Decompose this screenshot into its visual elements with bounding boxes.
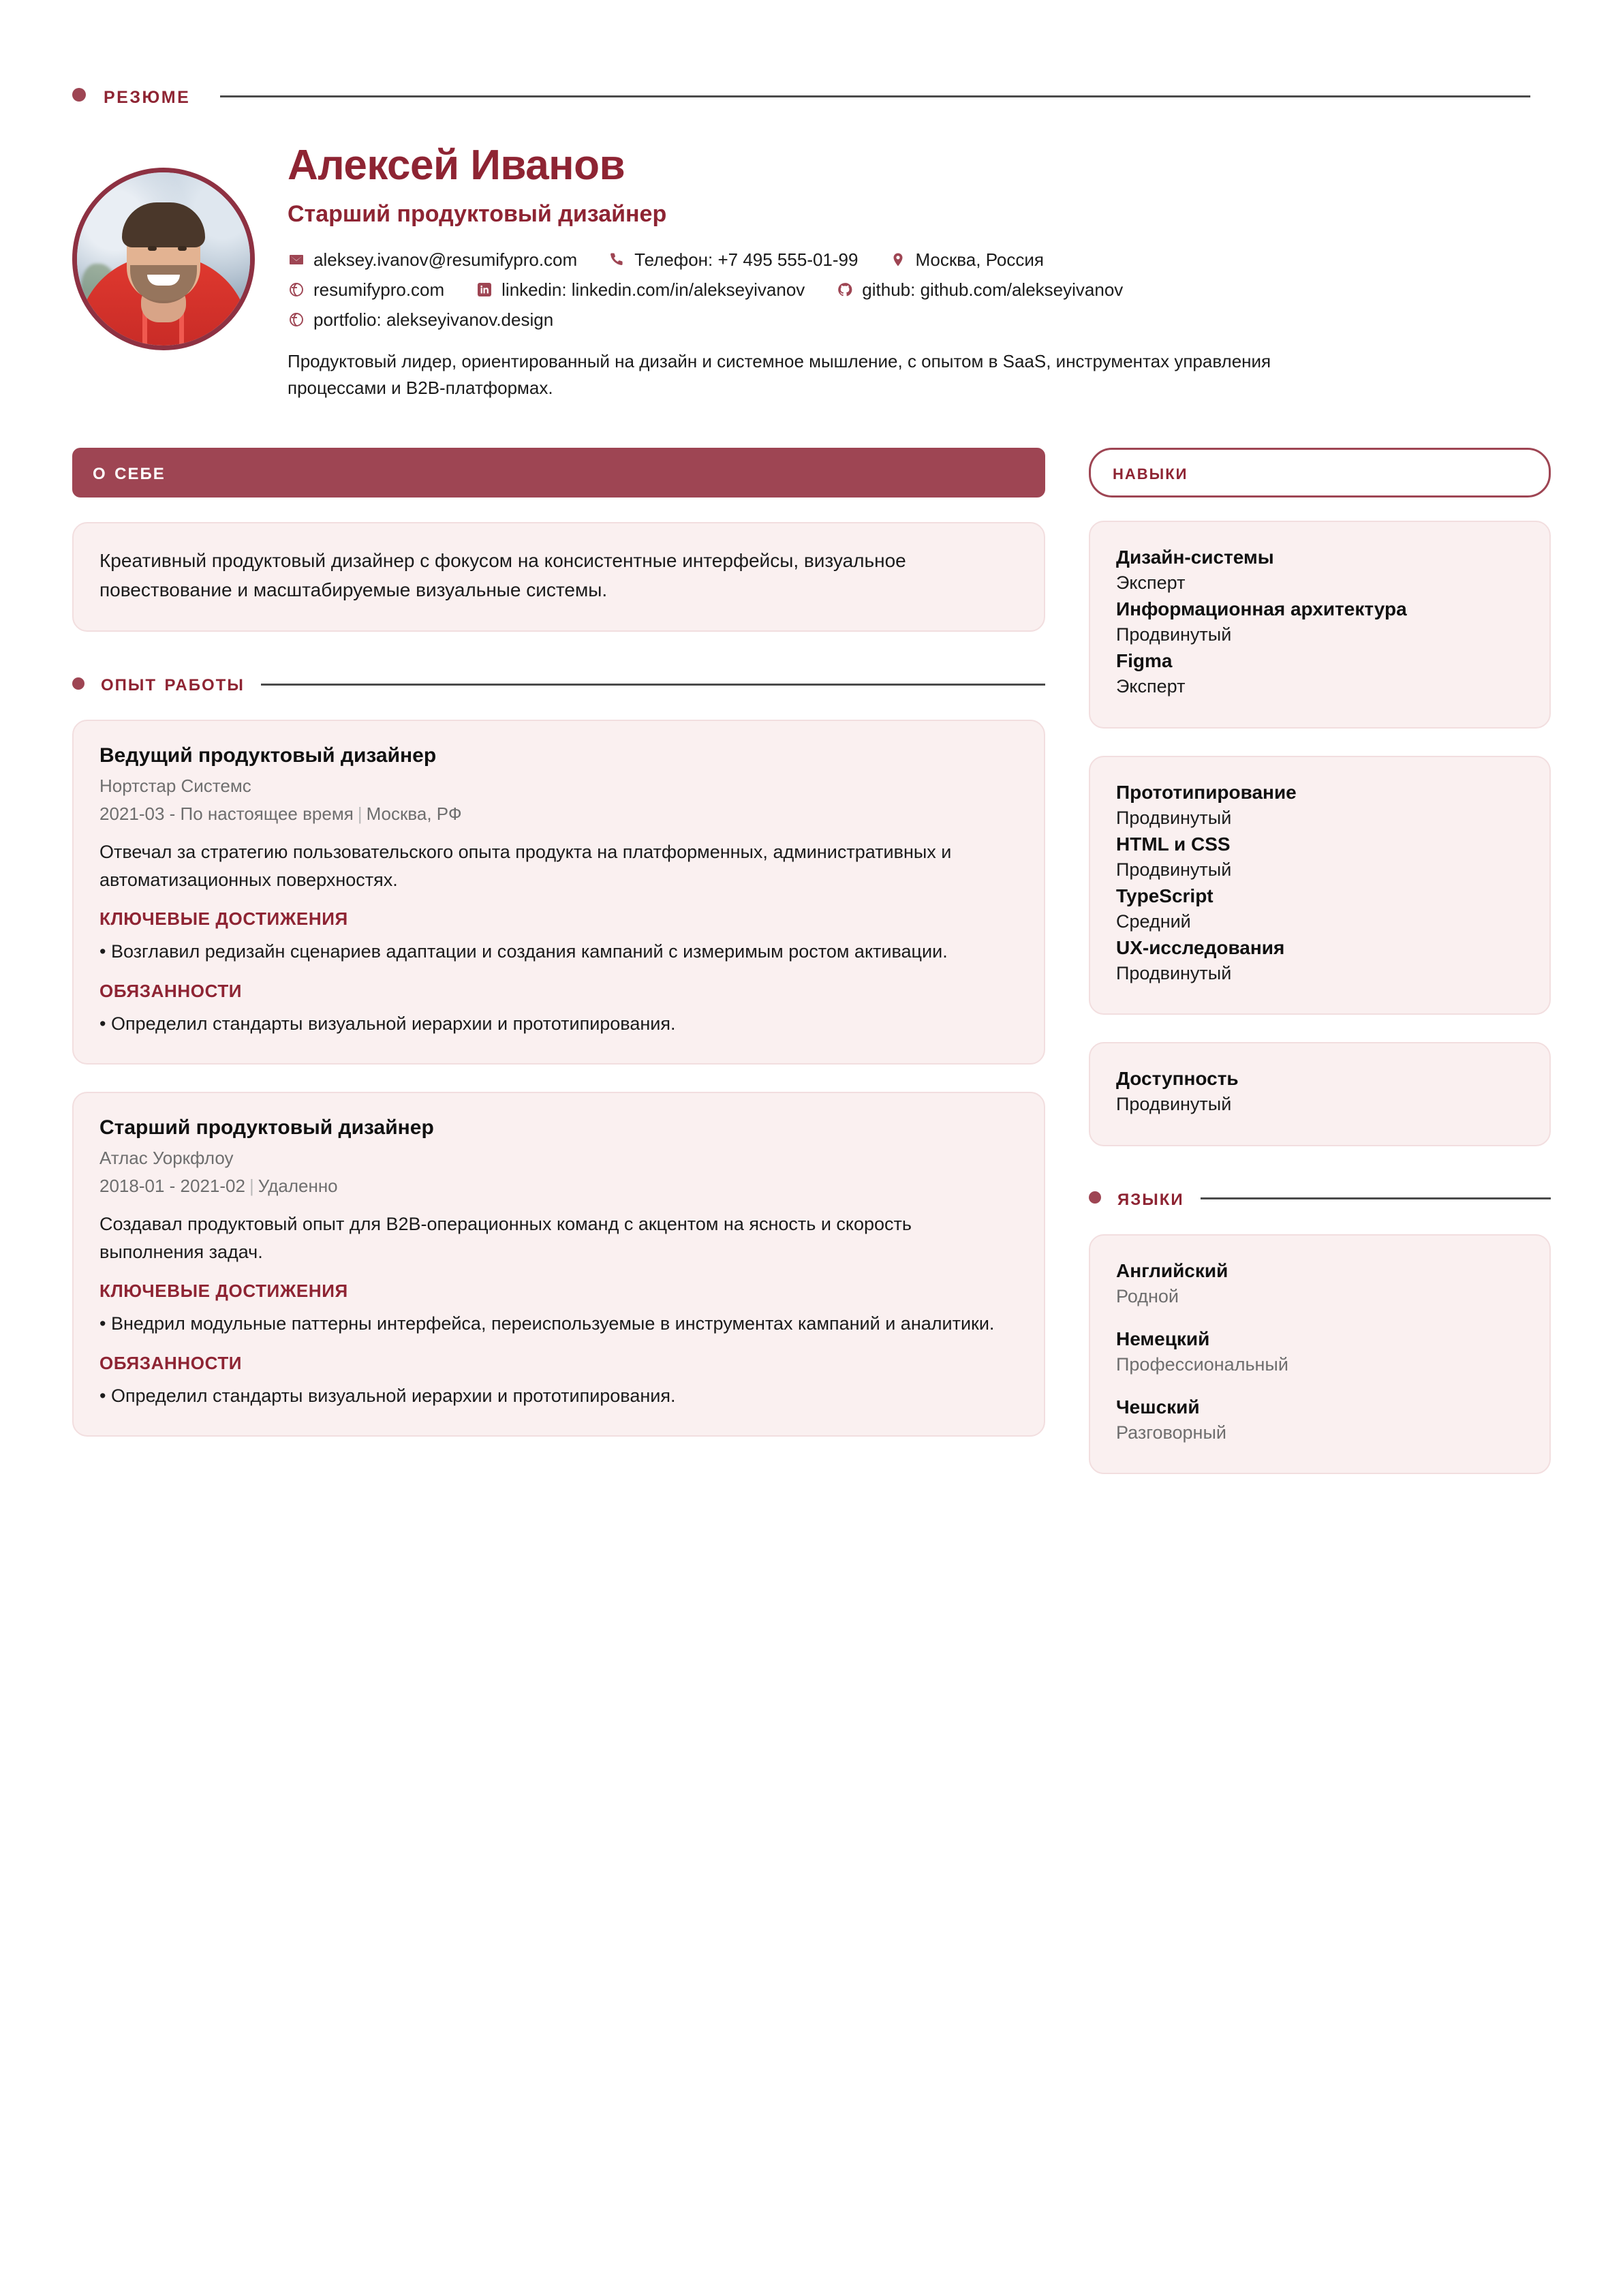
skills-card	[1089, 756, 1551, 1015]
section-divider	[1201, 1197, 1551, 1199]
document-title: резюме	[104, 80, 191, 108]
skill-level: Средний	[1116, 910, 1191, 932]
job-company: Атлас Уоркфлоу	[99, 1148, 234, 1169]
skills-card	[1089, 1042, 1551, 1146]
contact-github[interactable]	[836, 279, 1123, 301]
job-meta: 2018-01 - 2021-02 | Удаленно	[99, 1176, 338, 1197]
language-name: Английский	[1116, 1259, 1228, 1281]
location-icon	[889, 251, 907, 269]
job-dates: 2018-01 - 2021-02	[99, 1176, 245, 1197]
section-header-skills	[1089, 448, 1551, 498]
candidate-name: Алексей Иванов	[288, 142, 625, 189]
job-responsibility-item: • Определил стандарты визуальной иерархии и прототипирования.	[99, 1385, 676, 1406]
contact-phone[interactable]	[608, 249, 858, 271]
job-achievements-heading: КЛЮЧЕВЫЕ ДОСТИЖЕНИЯ	[99, 1281, 348, 1302]
job-meta: 2021-03 - По настоящее время | Москва, РФ	[99, 803, 462, 825]
job-responsibility-item: • Определил стандарты визуальной иерархии и прототипирования.	[99, 1013, 676, 1034]
language-item	[1116, 1327, 1524, 1377]
phone-icon	[608, 251, 626, 269]
about-text: Креативный продуктовый дизайнер с фокусом на консистентные интерфейсы, визуальное повествование и масштабируемые визуальные системы.	[99, 549, 906, 600]
experience-card	[72, 1092, 1045, 1437]
identity-block	[0, 109, 1623, 401]
skill-level: Продвинутый	[1116, 807, 1232, 828]
github-icon	[836, 281, 854, 299]
job-company: Нортстар Системс	[99, 776, 251, 797]
job-location: Москва, РФ	[366, 803, 462, 825]
profile-summary: Продуктовый лидер, ориентированный на дизайн и системное мышление, с опытом в SaaS, инструментах управления процессами и B2B-платформах.	[288, 350, 1271, 398]
contact-github-text: github: github.com/alekseyivanov	[862, 279, 1124, 300]
email-icon	[288, 251, 305, 269]
contact-location-text: Москва, Россия	[915, 249, 1044, 270]
contact-website-text: resumifypro.com	[313, 279, 445, 300]
job-description: Создавал продуктовый опыт для B2B-операционных команд с акцентом на ясность и скорость выполнения задач.	[99, 1214, 912, 1262]
bullet-dot-icon	[72, 677, 84, 690]
skill-level: Продвинутый	[1116, 1094, 1232, 1115]
avatar	[72, 168, 255, 350]
header-divider	[220, 95, 1530, 97]
section-title-skills: навыки	[1113, 459, 1188, 484]
contact-website[interactable]	[288, 279, 444, 301]
skill-level: Продвинутый	[1116, 624, 1232, 645]
avatar-container	[72, 143, 255, 350]
skill-name: Доступность	[1116, 1068, 1239, 1090]
section-divider	[261, 684, 1045, 686]
section-header-experience	[72, 670, 1045, 697]
contact-portfolio-text: portfolio: alekseyivanov.design	[313, 309, 554, 330]
job-dates: 2021-03 - По настоящее время	[99, 803, 354, 825]
about-card	[72, 522, 1045, 632]
language-item	[1116, 1259, 1524, 1309]
language-name: Немецкий	[1116, 1328, 1210, 1349]
skill-name: TypeScript	[1116, 885, 1214, 906]
document-header	[0, 0, 1623, 109]
languages-card	[1089, 1234, 1551, 1475]
skill-name: Прототипирование	[1116, 781, 1297, 803]
main-column	[72, 448, 1045, 1464]
section-title-experience: опыт работы	[101, 670, 245, 697]
section-header-about	[72, 448, 1045, 498]
contact-email[interactable]	[288, 249, 577, 271]
bullet-dot-icon	[72, 88, 86, 102]
language-level: Профессиональный	[1116, 1353, 1288, 1375]
skill-name: Информационная архитектура	[1116, 598, 1407, 620]
contact-list	[288, 249, 1555, 331]
skill-name: HTML и CSS	[1116, 833, 1231, 855]
language-level: Разговорный	[1116, 1422, 1226, 1443]
skill-level: Продвинутый	[1116, 963, 1232, 984]
section-header-languages	[1089, 1184, 1551, 1211]
skill-name: UX-исследования	[1116, 937, 1285, 959]
linkedin-icon	[476, 281, 493, 299]
job-title: Старший продуктовый дизайнер	[99, 1116, 434, 1139]
language-name: Чешский	[1116, 1396, 1200, 1418]
language-item	[1116, 1395, 1524, 1445]
skill-level: Продвинутый	[1116, 859, 1232, 880]
skill-level: Эксперт	[1116, 676, 1186, 697]
contact-portfolio[interactable]	[288, 309, 553, 331]
contact-phone-text: Телефон: +7 495 555-01-99	[634, 249, 859, 270]
candidate-role: Старший продуктовый дизайнер	[288, 200, 667, 227]
job-achievements-heading: КЛЮЧЕВЫЕ ДОСТИЖЕНИЯ	[99, 908, 348, 930]
contact-linkedin-text: linkedin: linkedin.com/in/alekseyivanov	[501, 279, 805, 300]
section-title-about: о себе	[93, 458, 166, 485]
globe-icon	[288, 281, 305, 299]
skill-level: Эксперт	[1116, 572, 1186, 593]
contact-email-text: aleksey.ivanov@resumifypro.com	[313, 249, 578, 270]
contact-row	[288, 309, 1555, 331]
job-achievement-item: • Возглавил редизайн сценариев адаптации и создания кампаний с измеримым ростом активации.	[99, 941, 948, 962]
job-location: Удаленно	[258, 1176, 338, 1197]
bullet-dot-icon	[1089, 1191, 1101, 1204]
skill-name: Дизайн-системы	[1116, 546, 1274, 568]
experience-card	[72, 720, 1045, 1065]
body-columns	[0, 401, 1623, 1501]
skill-name: Figma	[1116, 650, 1173, 672]
contact-row	[288, 279, 1555, 301]
skills-card	[1089, 521, 1551, 729]
sidebar-column	[1089, 448, 1551, 1501]
section-title-languages: языки	[1117, 1184, 1184, 1210]
job-achievement-item: • Внедрил модульные паттерны интерфейса, переиспользуемые в инструментах кампаний и аналитики.	[99, 1313, 995, 1334]
globe-icon	[288, 311, 305, 328]
job-description: Отвечал за стратегию пользовательского опыта продукта на платформенных, административных и автоматизационных поверхностях.	[99, 842, 952, 890]
contact-linkedin[interactable]	[476, 279, 805, 301]
job-responsibilities-heading: ОБЯЗАННОСТИ	[99, 980, 243, 1001]
contact-location	[889, 249, 1043, 271]
contact-row	[288, 249, 1555, 271]
language-level: Родной	[1116, 1285, 1179, 1306]
job-title: Ведущий продуктовый дизайнер	[99, 744, 437, 767]
job-responsibilities-heading: ОБЯЗАННОСТИ	[99, 1352, 243, 1373]
